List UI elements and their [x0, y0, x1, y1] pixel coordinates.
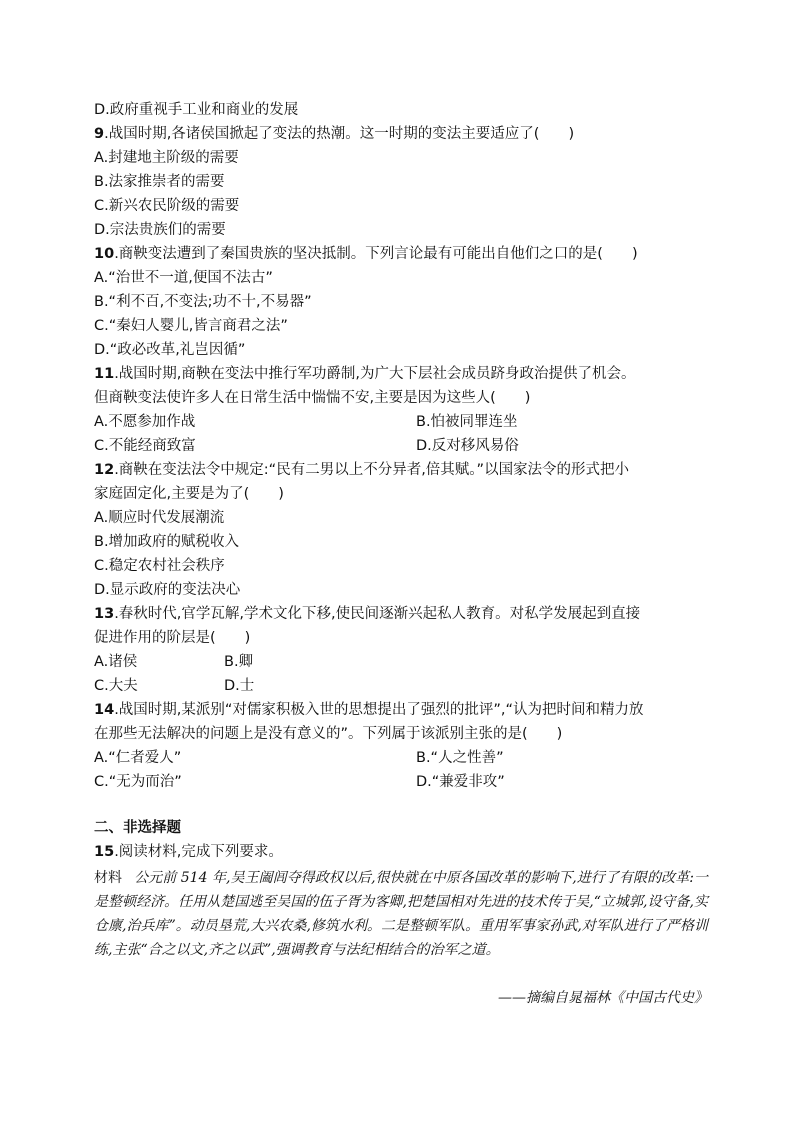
q14-stem-text1: .战国时期,某派别“对儒家积极入世的思想提出了强烈的批评”,“认为把时间和精力放: [114, 702, 644, 718]
q11-options-row2: [94, 436, 519, 456]
q12-option-b: B.增加政府的赋税收入: [94, 534, 240, 550]
q14-stem-line1: [94, 700, 644, 720]
q13-stem-line2: 促进作用的阶层是( ): [94, 630, 251, 646]
q11-option-d: D.反对移风易俗: [416, 438, 519, 454]
q13-option-d: D.士: [224, 678, 255, 694]
q10-stem-text: .商鞅变法遭到了秦国贵族的坚决抵制。下列言论最有可能出自他们之口的是( ): [114, 246, 638, 262]
q9-option-d: D.宗法贵族们的需要: [94, 222, 226, 238]
q10-option-d: D.“政必改革,礼岂因循”: [94, 342, 246, 358]
q12-stem-line2: 家庭固定化,主要是为了( ): [94, 486, 284, 502]
q9-option-a: A.封建地主阶级的需要: [94, 150, 239, 166]
q10-number: 10: [94, 246, 115, 262]
q8-option-d: D.政府重视手工业和商业的发展: [94, 102, 299, 118]
q11-option-a: A.不愿参加作战: [94, 414, 196, 430]
q13-option-a: A.诸侯: [94, 654, 138, 670]
q14-option-c: C.“无为而治”: [94, 774, 182, 790]
q11-stem-line1: [94, 364, 636, 384]
q9-stem-text: .战国时期,各诸侯国掀起了变法的热潮。这一时期的变法主要适应了( ): [104, 126, 575, 142]
q12-stem-line1: [94, 460, 629, 480]
material-text: 公元前 514 年,吴王阖闾夺得政权以后,很快就在中原各国改革的影响下,进行了有限的改革:一是整顿经济。任用从楚国逃至吴国的伍子胥为客卿,把楚国相对先进的技术传于吴,“立城郭,设守备,实仓廪,治兵库”。动员垦荒,大兴农桑,修筑水利。二是整顿军队。重用军事家孙武,对军队进行了严格训练,主张“合之以文,齐之以武”,强调教育与法纪相结合的治军之道。: [94, 870, 709, 958]
q12-option-a: A.顺应时代发展潮流: [94, 510, 225, 526]
section-heading-non-choice: 二、非选择题: [94, 820, 181, 836]
q10-stem: [94, 244, 638, 264]
q13-options-row2: [94, 676, 255, 696]
q12-number: 12: [94, 462, 115, 478]
q13-options-row1: [94, 652, 254, 672]
q14-options-row1: [94, 748, 504, 768]
q11-number: 11: [94, 366, 115, 382]
q15-stem: [94, 842, 283, 862]
q10-option-c: C.“秦妇人婴儿,皆言商君之法”: [94, 318, 288, 334]
q11-options-row1: [94, 412, 518, 432]
q11-option-b: B.怕被同罪连坐: [416, 414, 518, 430]
q14-stem-line2: 在那些无法解决的问题上是没有意义的”。下列属于该派别主张的是( ): [94, 726, 563, 742]
q9-option-c: C.新兴农民阶级的需要: [94, 198, 240, 214]
q15-number: 15: [94, 844, 115, 860]
q13-stem-text1: .春秋时代,官学瓦解,学术文化下移,使民间逐渐兴起私人教育。对私学发展起到直接: [114, 606, 641, 622]
q13-option-c: C.大夫: [94, 678, 138, 694]
q15-stem-text: .阅读材料,完成下列要求。: [114, 844, 283, 860]
q14-option-a: A.“仁者爱人”: [94, 750, 182, 766]
q14-number: 14: [94, 702, 115, 718]
q13-option-b: B.卿: [224, 654, 254, 670]
q10-option-a: A.“治世不一道,便国不法古”: [94, 270, 273, 286]
q15-material: [94, 866, 708, 962]
q13-number: 13: [94, 606, 115, 622]
q14-options-row2: [94, 772, 505, 792]
q9-stem: [94, 124, 574, 144]
q12-option-c: C.稳定农村社会秩序: [94, 558, 225, 574]
q12-stem-text1: .商鞅在变法法令中规定:“民有二男以上不分异者,倍其赋。”以国家法令的形式把小: [114, 462, 630, 478]
q13-stem-line1: [94, 604, 640, 624]
material-label: 材料: [94, 870, 123, 886]
material-source: ——摘编自晁福林《中国古代史》: [498, 990, 708, 1006]
q12-option-d: D.显示政府的变法决心: [94, 582, 241, 598]
q11-option-c: C.不能经商致富: [94, 438, 196, 454]
q10-option-b: B.“利不百,不变法;功不十,不易器”: [94, 294, 312, 310]
q11-stem-line2: 但商鞅变法使许多人在日常生活中惴惴不安,主要是因为这些人( ): [94, 390, 531, 406]
q9-option-b: B.法家推崇者的需要: [94, 174, 225, 190]
q9-number: 9: [94, 126, 105, 142]
q14-option-d: D.“兼爱非攻”: [416, 774, 505, 790]
q11-stem-text1: .战国时期,商鞅在变法中推行军功爵制,为广大下层社会成员跻身政治提供了机会。: [114, 366, 636, 382]
q14-option-b: B.“人之性善”: [416, 750, 504, 766]
